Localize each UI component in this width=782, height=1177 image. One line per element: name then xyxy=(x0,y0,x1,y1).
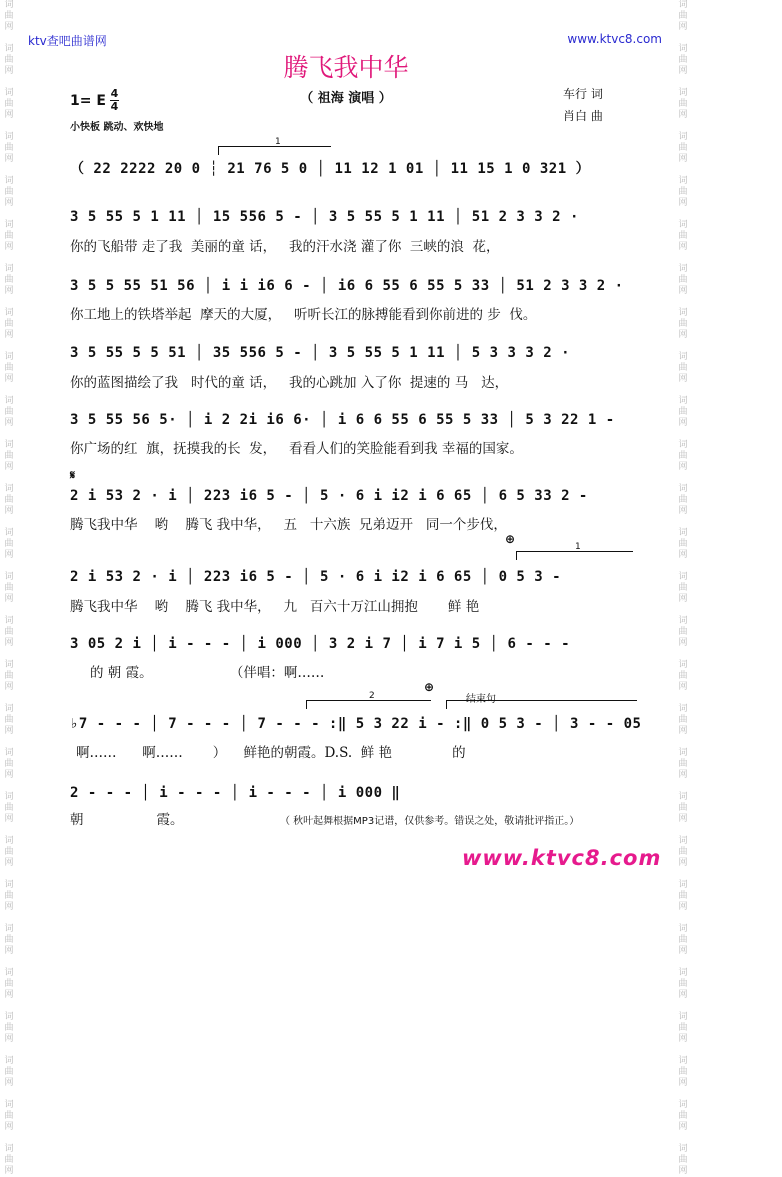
lyrics-row-4: 你的蓝图描绘了我 时代的童 话， 我的心跳加 入了你 提速的 马 达， xyxy=(70,375,509,391)
lyricist: 车行 词 xyxy=(563,87,603,101)
lyrics-row-5: 你广场的红 旗，抚摸我的长 发， 看看人们的笑脸能看到我 幸福的国家。 xyxy=(70,441,523,457)
transcriber-note: （ 秋叶起舞根据MP3记谱，仅供参考。错误之处，敬请批评指正。） xyxy=(280,816,580,827)
coda-sign-2: ⊕ xyxy=(424,680,435,694)
notes-row-8: 3 05 2 i │ i - - - │ i 000 │ 3 2 i 7 │ i 7 i 5 │ 6 - - - xyxy=(70,636,571,652)
key-signature: 1= E xyxy=(70,93,106,109)
lyrics-row-2: 你的飞船带 走了我 美丽的童 话， 我的汗水浇 灌了你 三峡的浪 花， xyxy=(70,239,500,255)
lyrics-row-8: 的 朝 霞。 （伴唱：啊…… xyxy=(90,665,325,681)
site-name[interactable]: ktv查吧曲谱网 xyxy=(28,34,107,48)
lyrics-row-9: 啊…… 啊…… ） 鲜艳的朝霞。D.S. 鲜 艳 的 xyxy=(76,745,466,761)
intro-volta: 1 xyxy=(218,146,331,155)
time-bottom: 4 xyxy=(110,100,119,113)
notes-row-6: 2 i 53 2 · i │ 223 i6 5 - │ 5 · 6 i i2 i 6 65 │ 6 5 33 2 - xyxy=(70,488,588,504)
volta-2: 2 xyxy=(306,700,431,709)
notes-row-5: 3 5 55 56 5· │ i 2 2i i6 6· │ i 6 6 55 6 55 5 33 │ 5 3 22 1 - xyxy=(70,412,615,428)
volta-1: 1 xyxy=(516,551,633,560)
watermark-right: 词 曲 网 词 曲 网 词 曲 网 词 曲 网 词 曲 网 词 曲 网 词 曲 网 词 曲 网 词 曲 网 词 曲 网 词 曲 网 词 曲 网 词 曲 网 词 曲 网 词 曲 网 词 曲 网 词 曲 网 词 曲 网 词 曲 网 词 曲 网 词 曲 网 词 曲 网 词 曲 网 词 曲 网 词 曲 网 词 曲 网 词 曲 网 xyxy=(678,0,688,1176)
footer-url[interactable]: www.ktvc8.com xyxy=(462,846,662,870)
singer: （ 祖海 演唱 ） xyxy=(300,91,392,106)
time-signature xyxy=(110,88,119,113)
notes-row-7: 2 i 53 2 · i │ 223 i6 5 - │ 5 · 6 i i2 i 6 65 │ 0 5 3 - xyxy=(70,569,562,585)
notes-row-10: 2 - - - │ i - - - │ i - - - │ i 000 ‖ xyxy=(70,785,401,801)
lyrics-row-6: 腾飞我中华 哟 腾飞 我中华， 五 十六族 兄弟迈开 同一个步伐， xyxy=(70,517,507,533)
lyrics-row-3: 你工地上的铁塔举起 摩天的大厦， 听听长江的脉搏能看到你前进的 步 伐。 xyxy=(70,307,537,323)
song-title: 腾飞我中华 xyxy=(283,53,409,82)
notes-row-3: 3 5 5 55 51 56 │ i i i6 6 - │ i6 6 55 6 55 5 33 │ 51 2 3 3 2 · xyxy=(70,278,624,294)
notes-row-1: （ 22 2222 20 0 ┆ 21 76 5 0 │ 11 12 1 01 │ 11 15 1 0 321 ） xyxy=(70,161,591,177)
site-url[interactable]: www.ktvc8.com xyxy=(567,32,662,46)
coda-sign-1: ⊕ xyxy=(505,532,516,546)
lyrics-row-7: 腾飞我中华 哟 腾飞 我中华， 九 百六十万江山拥抱 鲜 艳 xyxy=(70,599,480,615)
tempo-marking: 小快板 跳动、欢快地 xyxy=(70,122,164,133)
ending-label: 结束句 xyxy=(466,694,496,705)
lyrics-row-10: 朝 霞。 xyxy=(70,812,184,828)
segno-sign: 𝄋 xyxy=(70,468,76,482)
notes-row-2: 3 5 55 5 1 11 │ 15 556 5 - │ 3 5 55 5 1 11 │ 51 2 3 3 2 · xyxy=(70,209,579,225)
notes-row-4: 3 5 55 5 5 51 │ 35 556 5 - │ 3 5 55 5 1 11 │ 5 3 3 3 2 · xyxy=(70,345,571,361)
time-top: 4 xyxy=(110,87,119,100)
composer: 肖白 曲 xyxy=(563,109,603,123)
notes-row-9: ♭7 - - - │ 7 - - - │ 7 - - - :‖ 5 3 22 i - :‖ 0 5 3 - │ 3 - - 05 xyxy=(70,716,642,732)
watermark-left: 词 曲 网 词 曲 网 词 曲 网 词 曲 网 词 曲 网 词 曲 网 词 曲 网 词 曲 网 词 曲 网 词 曲 网 词 曲 网 词 曲 网 词 曲 网 词 曲 网 词 曲 网 词 曲 网 词 曲 网 词 曲 网 词 曲 网 词 曲 网 词 曲 网 词 曲 网 词 曲 网 词 曲 网 词 曲 网 词 曲 网 词 曲 网 xyxy=(4,0,14,1176)
